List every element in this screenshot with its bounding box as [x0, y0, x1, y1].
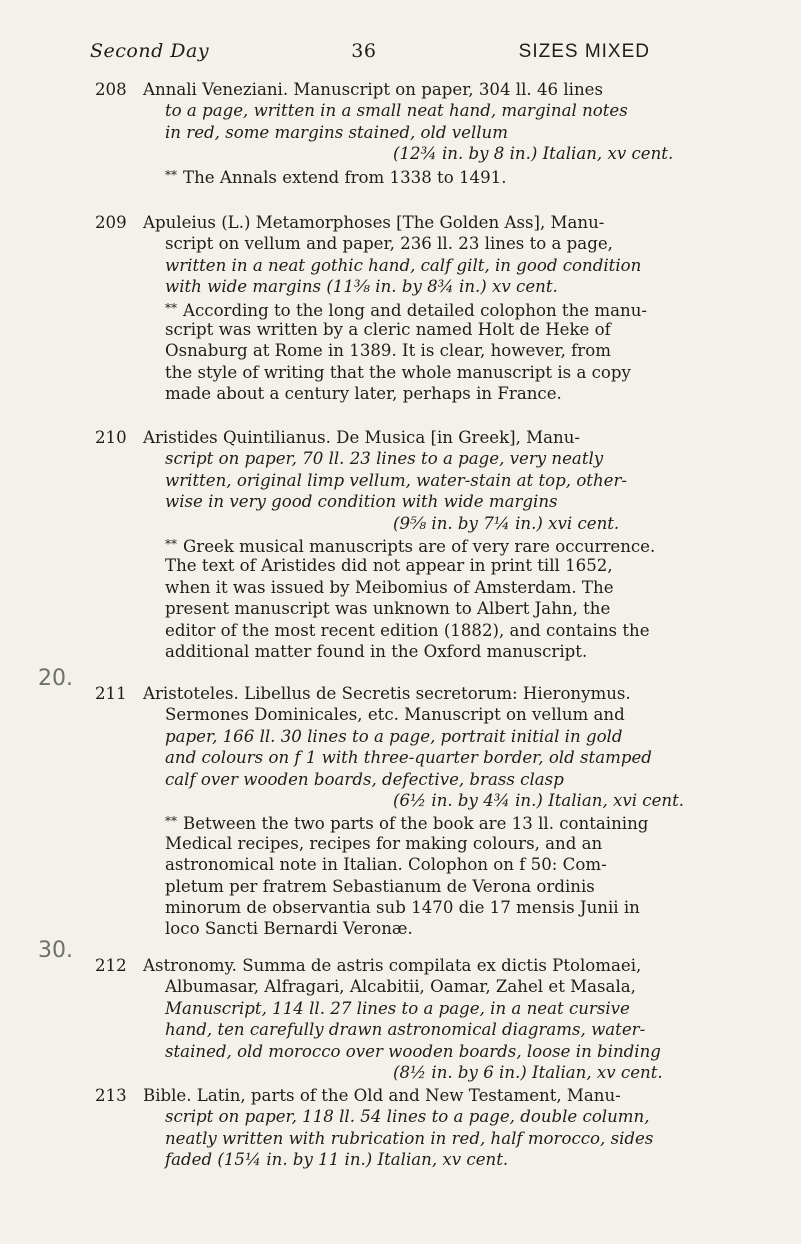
lot-line: (12¾ in. by 8 in.) Italian, xv cent.: [393, 144, 674, 164]
lot-line: script on paper, 70 ll. 23 lines to a page, very neatly: [165, 449, 604, 469]
lot-number: 212: [95, 956, 127, 975]
pencil-note: 30.: [38, 938, 73, 963]
pencil-price-212: [38, 938, 84, 964]
page-header: [90, 40, 650, 63]
lot-line: (6½ in. by 4¾ in.) Italian, xvi cent.: [393, 790, 685, 810]
lot-line: paper, 166 ll. 30 lines to a page, portrait initial in gold: [165, 726, 623, 746]
lot-line: Bible. Latin, parts of the Old and New Testament, Manu-: [143, 1086, 621, 1105]
lot-line: Apuleius (L.) Metamorphoses [The Golden Ass], Manu-: [143, 213, 605, 232]
lot-description: [143, 79, 768, 186]
lot-description: [143, 683, 768, 940]
lot-line: Albumasar, Alfragari, Alcabitii, Oamar, Zahel et Masala,: [165, 977, 636, 997]
note-stars: **: [165, 814, 177, 829]
header-section: SIZES MIXED: [518, 41, 650, 62]
lot-line: present manuscript was unknown to Albert Jahn, the: [165, 599, 611, 619]
lot-number: 213: [95, 1086, 127, 1105]
lot-line: (8½ in. by 6 in.) Italian, xv cent.: [393, 1062, 663, 1082]
lot-line: astronomical note in Italian. Colophon on f 50: Com-: [165, 855, 607, 875]
lot-line: Aristoteles. Libellus de Secretis secretorum: Hieronymus.: [143, 684, 631, 703]
lot-line: Greek musical manuscripts are of very rare occurrence.: [183, 536, 656, 556]
lot-line: script on paper, 118 ll. 54 lines to a page, double column,: [165, 1107, 650, 1127]
lot-line: (9⅝ in. by 7¼ in.) xvi cent.: [393, 513, 620, 533]
lot-line: wise in very good condition with wide margins: [165, 492, 558, 512]
lot-line: written, original limp vellum, water-stain at top, other-: [165, 470, 628, 490]
lot-line: neatly written with rubrication in red, half morocco, sides: [165, 1128, 654, 1148]
lot-description: [143, 212, 768, 405]
lot-line: script on vellum and paper, 236 ll. 23 lines to a page,: [165, 234, 613, 254]
lot-line: with wide margins (11⅜ in. by 8¾ in.) xv cent.: [165, 277, 558, 297]
page-number: 36: [351, 40, 377, 62]
lot-line: script was written by a cleric named Holt de Heke of: [165, 319, 611, 339]
lot-line: Aristides Quintilianus. De Musica [in Greek], Manu-: [143, 428, 581, 447]
lot-line: and colours on f 1 with three-quarter border, old stamped: [165, 748, 652, 768]
lot-line: made about a century later, perhaps in France.: [165, 384, 562, 404]
lot-line: the style of writing that the whole manuscript is a copy: [165, 362, 631, 382]
lot-description: [143, 427, 768, 662]
note-stars: **: [165, 300, 177, 315]
pencil-price-211: [38, 666, 84, 692]
lot-line: additional matter found in the Oxford manuscript.: [165, 641, 588, 661]
lot-number: 211: [95, 684, 127, 703]
lot-line: Manuscript, 114 ll. 27 lines to a page, in a neat cursive: [165, 998, 630, 1018]
lot-line: when it was issued by Meibomius of Amsterdam. The: [165, 577, 614, 597]
lot-line: Medical recipes, recipes for making colours, and an: [165, 833, 603, 853]
lot-line: Osnaburg at Rome in 1389. It is clear, however, from: [165, 341, 611, 361]
note-stars: **: [165, 167, 177, 182]
lot-number: 209: [95, 213, 127, 232]
lot-number: 210: [95, 428, 127, 447]
lot-line: Between the two parts of the book are 13 ll. containing: [183, 814, 649, 834]
lot-line: Sermones Dominicales, etc. Manuscript on vellum and: [165, 705, 625, 725]
lot-number: 208: [95, 80, 127, 99]
lot-line: faded (15¼ in. by 11 in.) Italian, xv cent.: [165, 1150, 509, 1170]
lot-description: [143, 955, 768, 1083]
lot-line: calf over wooden boards, defective, brass clasp: [165, 769, 564, 789]
lot-line: Astronomy. Summa de astris compilata ex dictis Ptolomaei,: [143, 956, 642, 975]
header-day: Second Day: [90, 40, 210, 62]
note-stars: **: [165, 536, 177, 551]
lot-line: stained, old morocco over wooden boards, loose in binding: [165, 1041, 661, 1061]
lot-line: to a page, written in a small neat hand, marginal notes: [165, 101, 628, 121]
lot-line: The Annals extend from 1338 to 1491.: [183, 167, 507, 187]
lot-line: written in a neat gothic hand, calf gilt, in good condition: [165, 255, 642, 275]
lot-line: pletum per fratrem Sebastianum de Verona ordinis: [165, 876, 595, 896]
lot-line: loco Sancti Bernardi Veronæ.: [165, 919, 413, 939]
lot-description: [143, 1085, 768, 1171]
lot-line: According to the long and detailed colophon the manu-: [183, 300, 647, 320]
lot-line: minorum de observantia sub 1470 die 17 mensis Junii in: [165, 897, 640, 917]
lot-line: Annali Veneziani. Manuscript on paper, 304 ll. 46 lines: [143, 80, 603, 99]
lot-line: hand, ten carefully drawn astronomical diagrams, water-: [165, 1020, 646, 1040]
lot-line: editor of the most recent edition (1882), and contains the: [165, 620, 650, 640]
pencil-note: 20.: [38, 666, 73, 691]
lot-line: The text of Aristides did not appear in print till 1652,: [165, 556, 613, 576]
lot-line: in red, some margins stained, old vellum: [165, 122, 508, 142]
